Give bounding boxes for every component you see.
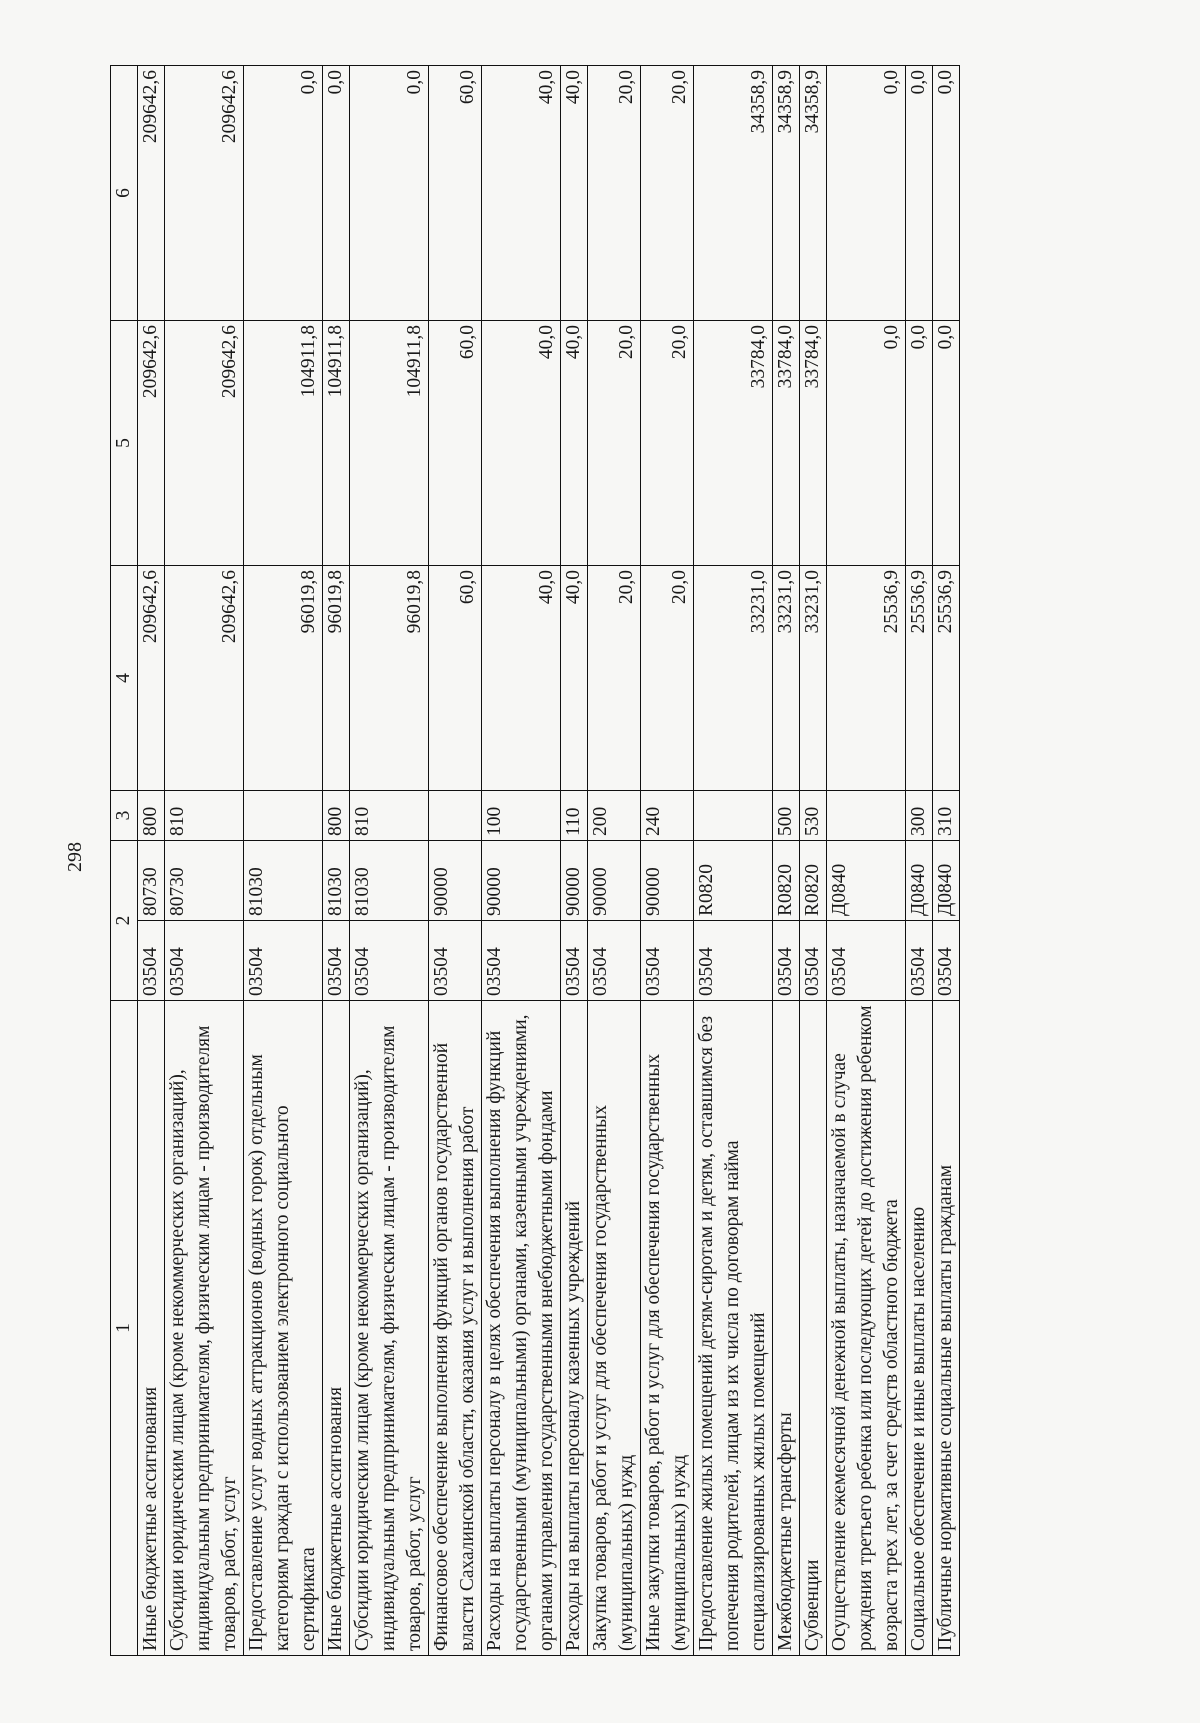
row-type: 810	[350, 791, 429, 841]
row-v4: 209642,6	[165, 566, 244, 791]
row-v4: 209642,6	[138, 566, 165, 791]
row-v5: 104911,8	[244, 321, 323, 566]
header-row	[111, 66, 138, 1656]
row-sub: R0820	[694, 841, 773, 921]
row-name: Субвенции	[800, 1001, 827, 1656]
row-v4: 33231,0	[773, 566, 800, 791]
row-v4: 33231,0	[800, 566, 827, 791]
row-type: 500	[773, 791, 800, 841]
row-v6: 0,0	[350, 66, 429, 321]
row-type: 810	[165, 791, 244, 841]
row-v4: 20,0	[641, 566, 694, 791]
row-code: 03504	[773, 921, 800, 1001]
row-v6: 34358,9	[800, 66, 827, 321]
row-sub: 90000	[641, 841, 694, 921]
row-code: 03504	[482, 921, 561, 1001]
row-name: Финансовое обеспечение выполнения функций органов государственной власти Сахалинской области, оказания услуг и выполнения работ	[429, 1001, 482, 1656]
table-row	[641, 66, 694, 1656]
table-row	[165, 66, 244, 1656]
row-v5: 33784,0	[773, 321, 800, 566]
header-col-3: 3	[111, 791, 138, 841]
row-type: 100	[482, 791, 561, 841]
row-v6: 34358,9	[694, 66, 773, 321]
row-sub: 80730	[165, 841, 244, 921]
row-v4: 25536,9	[827, 566, 906, 791]
row-v5: 20,0	[588, 321, 641, 566]
row-v6: 20,0	[588, 66, 641, 321]
row-code: 03504	[350, 921, 429, 1001]
row-name: Расходы на выплаты персоналу в целях обеспечения выполнения функций государственными (муниципальными) органами, казенными учреждениями, органами управления государственными внебюджетными фондами	[482, 1001, 561, 1656]
table-row	[773, 66, 800, 1656]
row-v6: 209642,6	[165, 66, 244, 321]
row-v5: 104911,8	[323, 321, 350, 566]
table-row	[138, 66, 165, 1656]
row-type: 800	[138, 791, 165, 841]
row-sub: 81030	[350, 841, 429, 921]
row-v6: 20,0	[641, 66, 694, 321]
row-name: Иные бюджетные ассигнования	[138, 1001, 165, 1656]
row-code: 03504	[429, 921, 482, 1001]
row-v4: 40,0	[482, 566, 561, 791]
row-type: 300	[906, 791, 933, 841]
row-sub: 90000	[482, 841, 561, 921]
row-v6: 0,0	[933, 66, 960, 321]
rotated-table-container	[110, 66, 1115, 1656]
row-v4: 96019,8	[244, 566, 323, 791]
row-code: 03504	[827, 921, 906, 1001]
row-v5: 0,0	[906, 321, 933, 566]
table-row	[323, 66, 350, 1656]
row-v6: 0,0	[827, 66, 906, 321]
row-type: 800	[323, 791, 350, 841]
row-v4: 33231,0	[694, 566, 773, 791]
row-v6: 0,0	[323, 66, 350, 321]
row-type: 110	[561, 791, 588, 841]
row-code: 03504	[244, 921, 323, 1001]
row-sub: 90000	[588, 841, 641, 921]
row-sub: R0820	[800, 841, 827, 921]
row-v4: 40,0	[561, 566, 588, 791]
row-v6: 34358,9	[773, 66, 800, 321]
header-col-5: 5	[111, 321, 138, 566]
row-code: 03504	[933, 921, 960, 1001]
row-code: 03504	[694, 921, 773, 1001]
row-v5: 209642,6	[138, 321, 165, 566]
row-code: 03504	[641, 921, 694, 1001]
row-type	[694, 791, 773, 841]
row-v5: 0,0	[933, 321, 960, 566]
row-name: Осуществление ежемесячной денежной выплаты, назначаемой в случае рождения третьего ребенка или последующих детей до достижения ребенком возраста трех лет, за счет средств областного бюджета	[827, 1001, 906, 1656]
row-sub: 80730	[138, 841, 165, 921]
row-type: 200	[588, 791, 641, 841]
row-v6: 0,0	[244, 66, 323, 321]
row-v6: 209642,6	[138, 66, 165, 321]
row-name: Иные бюджетные ассигнования	[323, 1001, 350, 1656]
row-code: 03504	[561, 921, 588, 1001]
row-code: 03504	[165, 921, 244, 1001]
header-col-4: 4	[111, 566, 138, 791]
table-row	[827, 66, 906, 1656]
budget-table	[110, 65, 960, 1656]
table-row	[933, 66, 960, 1656]
row-name: Субсидии юридическим лицам (кроме некоммерческих организаций), индивидуальным предпринимателям, физическим лицам - производителям товаров, работ, услуг	[350, 1001, 429, 1656]
row-v4: 20,0	[588, 566, 641, 791]
row-v6: 0,0	[906, 66, 933, 321]
row-name: Предоставление услуг водных аттракционов (водных горок) отдельным категориям граждан с использованием электронного социального сертификата	[244, 1001, 323, 1656]
row-name: Закупка товаров, работ и услуг для обеспечения государственных (муниципальных) нужд	[588, 1001, 641, 1656]
row-sub: Д0840	[933, 841, 960, 921]
row-v5: 33784,0	[694, 321, 773, 566]
row-code: 03504	[906, 921, 933, 1001]
row-sub: 90000	[429, 841, 482, 921]
row-v4: 96019,8	[323, 566, 350, 791]
row-type: 310	[933, 791, 960, 841]
table-row	[244, 66, 323, 1656]
row-v5: 40,0	[482, 321, 561, 566]
row-code: 03504	[323, 921, 350, 1001]
row-sub: R0820	[773, 841, 800, 921]
row-type	[244, 791, 323, 841]
row-v5: 20,0	[641, 321, 694, 566]
row-v5: 104911,8	[350, 321, 429, 566]
row-name: Публичные нормативные социальные выплаты гражданам	[933, 1001, 960, 1656]
row-v5: 60,0	[429, 321, 482, 566]
row-name: Предоставление жилых помещений детям-сиротам и детям, оставшимся без попечения родителей, лицам из их числа по договорам найма специализированных жилых помещений	[694, 1001, 773, 1656]
row-name: Межбюджетные трансферты	[773, 1001, 800, 1656]
table-row	[482, 66, 561, 1656]
row-code: 03504	[800, 921, 827, 1001]
row-v5: 0,0	[827, 321, 906, 566]
row-sub: 90000	[561, 841, 588, 921]
table-row	[906, 66, 933, 1656]
row-type	[429, 791, 482, 841]
row-name: Социальное обеспечение и иные выплаты населению	[906, 1001, 933, 1656]
table-row	[561, 66, 588, 1656]
header-col-6: 6	[111, 66, 138, 321]
row-v4: 96019,8	[350, 566, 429, 791]
row-v4: 60,0	[429, 566, 482, 791]
row-name: Иные закупки товаров, работ и услуг для обеспечения государственных (муниципальных) нужд	[641, 1001, 694, 1656]
row-v6: 40,0	[482, 66, 561, 321]
table-row	[800, 66, 827, 1656]
header-col-2: 2	[111, 841, 138, 1001]
table-row	[588, 66, 641, 1656]
row-type: 530	[800, 791, 827, 841]
table-row	[694, 66, 773, 1656]
row-type	[827, 791, 906, 841]
row-sub: Д0840	[827, 841, 906, 921]
row-v4: 25536,9	[906, 566, 933, 791]
row-name: Расходы на выплаты персоналу казенных учреждений	[561, 1001, 588, 1656]
page-number: 298	[64, 842, 86, 872]
row-v6: 40,0	[561, 66, 588, 321]
row-type: 240	[641, 791, 694, 841]
table-row	[429, 66, 482, 1656]
row-name: Субсидии юридическим лицам (кроме некоммерческих организаций), индивидуальным предпринимателям, физическим лицам - производителям товаров, работ, услуг	[165, 1001, 244, 1656]
row-sub: 81030	[244, 841, 323, 921]
row-v5: 33784,0	[800, 321, 827, 566]
row-code: 03504	[588, 921, 641, 1001]
header-col-1: 1	[111, 1001, 138, 1656]
row-v4: 25536,9	[933, 566, 960, 791]
row-code: 03504	[138, 921, 165, 1001]
row-v5: 40,0	[561, 321, 588, 566]
row-v5: 209642,6	[165, 321, 244, 566]
row-sub: 81030	[323, 841, 350, 921]
table-row	[350, 66, 429, 1656]
row-sub: Д0840	[906, 841, 933, 921]
row-v6: 60,0	[429, 66, 482, 321]
